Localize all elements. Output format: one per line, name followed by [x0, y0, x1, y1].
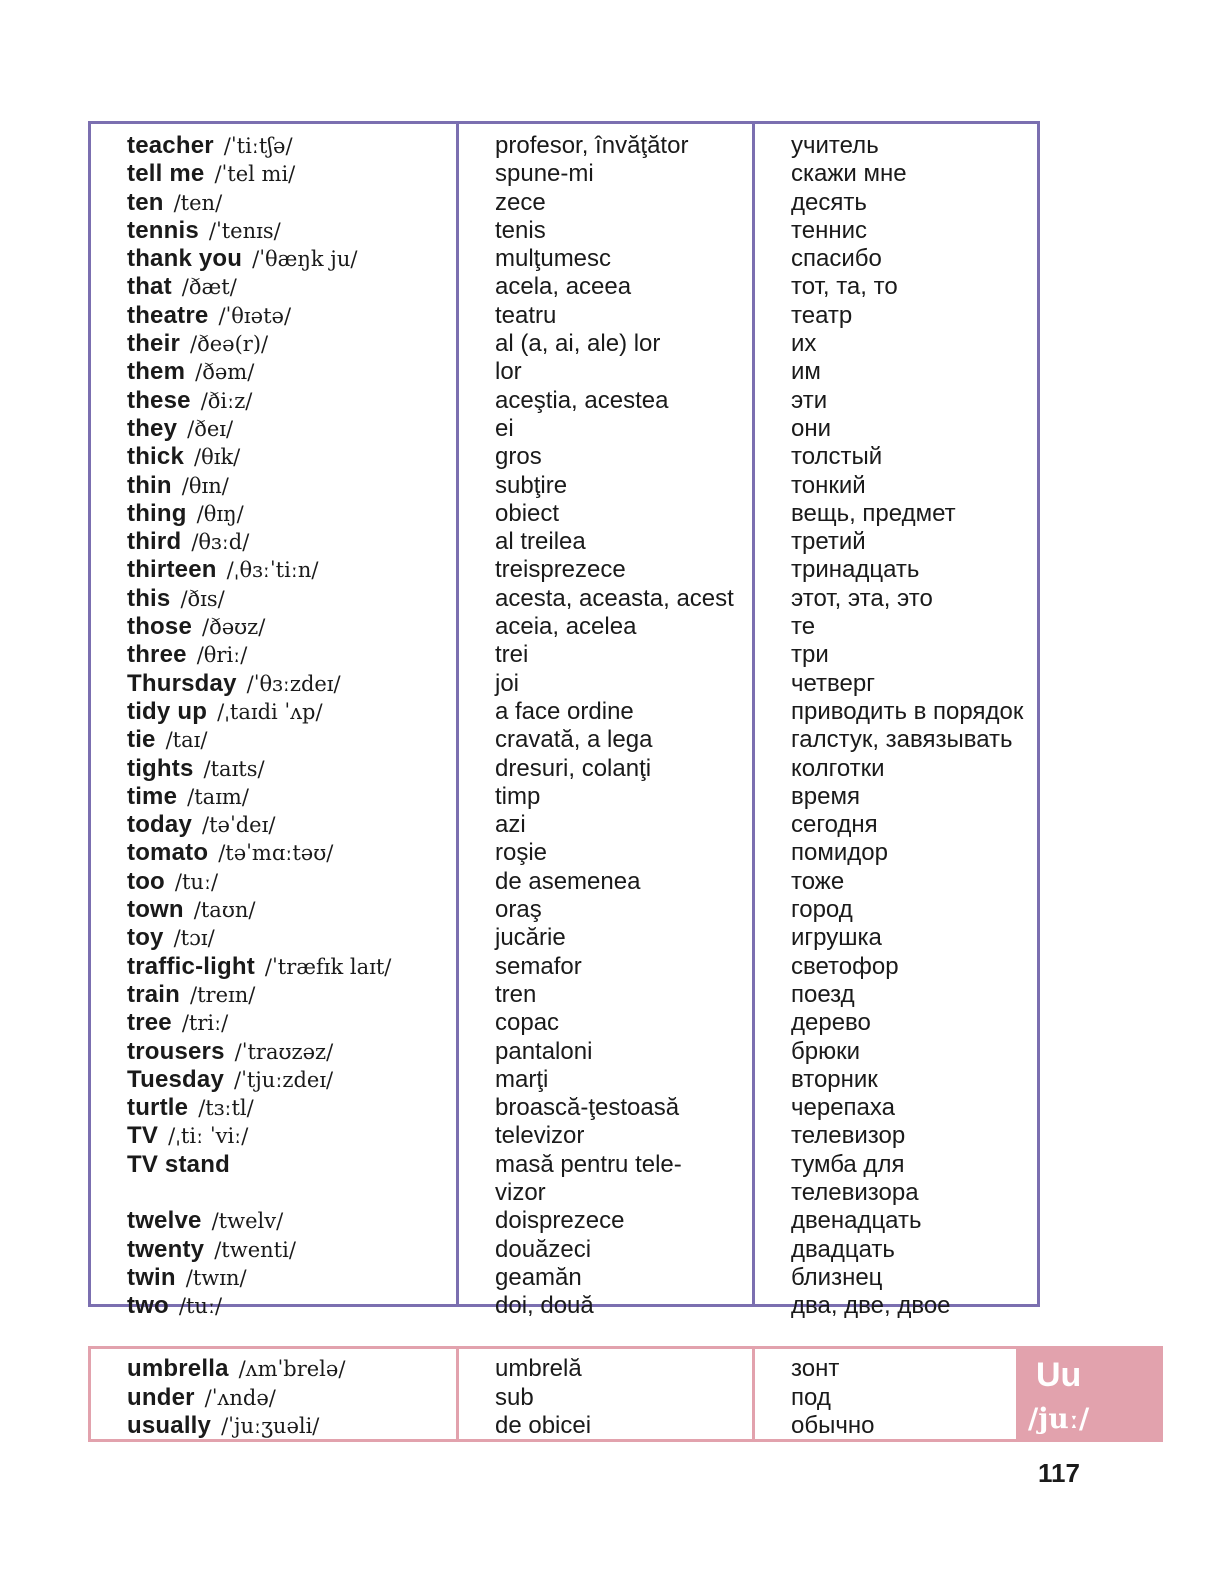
vocab-entry [127, 302, 391, 330]
vocab-entry [127, 613, 391, 641]
vocab-entry [127, 868, 391, 896]
vocab-entry [127, 1384, 345, 1413]
romanian-translation: broască-ţestoasă [495, 1094, 680, 1122]
english-word: twenty [127, 1235, 205, 1263]
romanian-translation: cravată, a lega [495, 726, 653, 754]
romanian-translation: oraş [495, 896, 542, 924]
romanian-translation: semafor [495, 952, 582, 980]
english-word: today [127, 811, 193, 839]
russian-translation: сегодня [791, 811, 878, 839]
russian-translation: тринадцать [791, 556, 920, 584]
romanian-translation: ei [495, 414, 514, 442]
vocab-entry [127, 273, 391, 301]
vocab-entry [127, 896, 391, 924]
russian-translation: город [791, 896, 853, 924]
pronunciation: /taɪm/ [187, 784, 249, 809]
russian-translation: колготки [791, 754, 885, 782]
romanian-column [495, 1355, 591, 1441]
english-word: twelve [127, 1207, 202, 1235]
romanian-translation: televizor [495, 1122, 585, 1150]
english-word: usually [127, 1412, 212, 1439]
pronunciation: /taɪts/ [203, 756, 265, 781]
english-word: third [127, 528, 182, 556]
romanian-translation: masă pentru tele- [495, 1150, 682, 1178]
russian-translation: под [791, 1383, 831, 1411]
russian-translation: два, две, двое [791, 1292, 951, 1320]
russian-translation: близнец [791, 1263, 883, 1291]
romanian-translation: trei [495, 641, 529, 669]
romanian-translation: spune-mi [495, 160, 594, 188]
pronunciation: /ʌmˈbrelə/ [238, 1357, 346, 1381]
page-number: 117 [1038, 1458, 1080, 1488]
english-word: TV stand [127, 1150, 230, 1178]
english-column [127, 1355, 345, 1441]
pronunciation: /ðæt/ [181, 275, 237, 300]
pronunciation: /ˈtraʊzəz/ [234, 1039, 334, 1064]
english-word: time [127, 782, 178, 810]
russian-translation: телевизор [791, 1122, 906, 1150]
vocab-entry [127, 1009, 391, 1037]
russian-translation: скажи мне [791, 160, 907, 188]
russian-translation: их [791, 330, 817, 358]
vocab-entry [127, 443, 391, 471]
pronunciation: /ˈjuːʒuəli/ [221, 1414, 320, 1438]
pronunciation: /ˈtjuːzdeɪ/ [234, 1067, 334, 1092]
russian-translation: тонкий [791, 471, 866, 499]
romanian-translation: gros [495, 443, 542, 471]
russian-translation: зонт [791, 1355, 840, 1382]
vocab-entry [127, 670, 391, 698]
english-word: traffic-light [127, 952, 255, 980]
vocab-entry [127, 556, 391, 584]
romanian-translation: vizor [495, 1178, 546, 1206]
pronunciation: /ˌtiː ˈviː/ [168, 1124, 249, 1149]
romanian-translation: jucărie [495, 924, 566, 952]
russian-column [791, 1355, 874, 1441]
vocab-entry [127, 358, 391, 386]
romanian-translation: al (a, ai, ale) lor [495, 330, 661, 358]
romanian-translation: mulţumesc [495, 245, 612, 273]
english-word: thank you [127, 245, 243, 273]
english-word: Thursday [127, 669, 237, 697]
romanian-translation: roşie [495, 839, 548, 867]
vocab-entry [127, 1151, 391, 1179]
english-word: thick [127, 443, 185, 471]
english-word: town [127, 896, 184, 924]
english-word: turtle [127, 1094, 189, 1122]
romanian-translation: profesor, învăţător [495, 132, 689, 159]
romanian-translation: teatru [495, 301, 557, 329]
english-word: tree [127, 1009, 172, 1037]
russian-translation: светофор [791, 952, 899, 980]
pronunciation: /tɔɪ/ [173, 926, 215, 951]
vocab-entry [127, 1179, 391, 1207]
russian-translation: время [791, 782, 860, 810]
pronunciation: /θɪk/ [194, 445, 241, 470]
english-word: two [127, 1292, 169, 1320]
romanian-translation: geamăn [495, 1263, 582, 1291]
pronunciation: /tuː/ [174, 869, 219, 894]
romanian-translation: lor [495, 358, 522, 386]
romanian-translation: treisprezece [495, 556, 626, 584]
romanian-translation: subţire [495, 471, 568, 499]
english-word: under [127, 1383, 195, 1411]
romanian-translation: zece [495, 188, 546, 216]
pronunciation: /ðeə(r)/ [190, 332, 269, 357]
romanian-translation: dresuri, colanţi [495, 754, 652, 782]
romanian-translation: aceia, acelea [495, 613, 637, 641]
romanian-translation: obiect [495, 499, 560, 527]
russian-translation: эти [791, 386, 828, 414]
russian-translation: приводить в порядок [791, 697, 1024, 725]
romanian-translation: a face ordine [495, 697, 634, 725]
romanian-translation: doisprezece [495, 1207, 625, 1235]
russian-translation: тумба для [791, 1150, 905, 1178]
vocab-entry [127, 132, 391, 160]
russian-translation: десять [791, 188, 867, 216]
pronunciation: /ˈtræfɪk laɪt/ [264, 954, 392, 979]
pronunciation: /ˈθɪətə/ [218, 303, 292, 328]
english-word: thirteen [127, 556, 217, 584]
romanian-translation: acela, aceea [495, 273, 632, 301]
english-word: tell me [127, 160, 205, 188]
russian-translation: поезд [791, 980, 855, 1008]
vocab-entry [127, 1412, 345, 1441]
english-word: tights [127, 754, 194, 782]
pronunciation: /twɪn/ [185, 1265, 247, 1290]
vocab-entry [127, 811, 391, 839]
english-word: tie [127, 726, 156, 754]
romanian-translation: pantaloni [495, 1037, 593, 1065]
vocab-entry [127, 755, 391, 783]
russian-translation: спасибо [791, 245, 882, 273]
vocab-entry [127, 1038, 391, 1066]
pronunciation: /ˈtenɪs/ [208, 218, 281, 243]
english-word: twin [127, 1263, 176, 1291]
russian-translation: учитель [791, 132, 879, 159]
english-word: toy [127, 924, 164, 952]
romanian-translation: marţi [495, 1065, 549, 1093]
pronunciation: /treɪn/ [190, 982, 256, 1007]
english-word: tidy up [127, 697, 208, 725]
english-word: tennis [127, 216, 199, 244]
russian-translation: три [791, 641, 829, 669]
pronunciation: /ˌtaɪdi ˈʌp/ [217, 699, 323, 724]
vocab-entry [127, 160, 391, 188]
russian-translation: обычно [791, 1412, 875, 1439]
vocab-entry [127, 924, 391, 952]
romanian-translation: tren [495, 980, 537, 1008]
pronunciation: /təˈmɑːtəʊ/ [218, 841, 334, 866]
pronunciation: /θɪŋ/ [196, 501, 244, 526]
pronunciation: /ˌθɜːˈtiːn/ [226, 558, 319, 583]
romanian-translation: de asemenea [495, 867, 641, 895]
vocab-entry [127, 839, 391, 867]
russian-translation: им [791, 358, 821, 386]
russian-translation: галстук, завязывать [791, 726, 1013, 754]
pronunciation: /ˈtel mi/ [214, 162, 296, 187]
russian-translation: вещь, предмет [791, 499, 956, 527]
romanian-translation: al treilea [495, 528, 586, 556]
english-word: these [127, 386, 191, 414]
vocab-entry [127, 1094, 391, 1122]
vocab-entry [127, 387, 391, 415]
romanian-translation: acesta, aceasta, acest [495, 584, 734, 612]
russian-translation: двадцать [791, 1235, 895, 1263]
russian-translation: те [791, 613, 816, 641]
vocab-entry [127, 245, 391, 273]
russian-translation: черепаха [791, 1094, 895, 1122]
english-word: thing [127, 499, 187, 527]
russian-translation: помидор [791, 839, 888, 867]
english-word: this [127, 584, 171, 612]
pronunciation: /twelv/ [211, 1209, 284, 1234]
russian-translation: тот, та, то [791, 273, 898, 301]
russian-translation: четверг [791, 669, 875, 697]
vocab-entry [127, 528, 391, 556]
pronunciation: /ˈθɜːzdeɪ/ [246, 671, 341, 696]
column-divider [752, 124, 755, 1304]
vocab-entry [127, 953, 391, 981]
english-word: TV [127, 1122, 159, 1150]
russian-translation: толстый [791, 443, 883, 471]
russian-translation: они [791, 414, 832, 442]
english-word: teacher [127, 132, 214, 159]
english-word: umbrella [127, 1355, 229, 1382]
russian-translation: брюки [791, 1037, 860, 1065]
romanian-translation: timp [495, 782, 541, 810]
vocab-entry [127, 472, 391, 500]
pronunciation: /θɪn/ [181, 473, 229, 498]
vocab-entry [127, 1066, 391, 1094]
column-divider [456, 124, 459, 1304]
english-column [127, 132, 391, 1320]
pronunciation: /θriː/ [196, 643, 248, 668]
english-word: theatre [127, 301, 209, 329]
pronunciation: /tuː/ [178, 1294, 223, 1319]
vocabulary-table-u [88, 1346, 1016, 1442]
english-word: too [127, 867, 165, 895]
russian-translation: вторник [791, 1065, 878, 1093]
pronunciation: /ˈtiːtʃə/ [223, 134, 293, 158]
romanian-translation: sub [495, 1383, 534, 1411]
russian-translation: двенадцать [791, 1207, 922, 1235]
vocab-entry [127, 698, 391, 726]
english-word: those [127, 613, 193, 641]
vocab-entry [127, 217, 391, 245]
vocab-entry [127, 1292, 391, 1320]
english-word: ten [127, 188, 164, 216]
english-word: they [127, 414, 178, 442]
english-word: that [127, 273, 172, 301]
vocab-entry [127, 585, 391, 613]
vocab-entry [127, 1355, 345, 1384]
letter-title: Uu [1036, 1356, 1082, 1394]
english-word: them [127, 358, 186, 386]
russian-translation: телевизора [791, 1178, 919, 1206]
column-divider [456, 1349, 459, 1439]
romanian-translation: doi, două [495, 1292, 594, 1320]
pronunciation: /ten/ [173, 190, 223, 215]
russian-translation: игрушка [791, 924, 882, 952]
vocab-entry [127, 330, 391, 358]
pronunciation: /taɪ/ [165, 728, 208, 753]
romanian-translation: joi [495, 669, 520, 697]
russian-translation: теннис [791, 216, 867, 244]
vocab-entry [127, 500, 391, 528]
pronunciation: /təˈdeɪ/ [202, 813, 276, 838]
pronunciation: /ðəm/ [195, 360, 255, 385]
vocab-entry [127, 981, 391, 1009]
romanian-translation: tenis [495, 216, 546, 244]
pronunciation: /tɜːtl/ [198, 1096, 254, 1121]
english-word: three [127, 641, 187, 669]
russian-translation: тоже [791, 867, 845, 895]
romanian-column [495, 132, 734, 1320]
vocab-entry [127, 1236, 391, 1264]
vocab-entry [127, 783, 391, 811]
english-word: Tuesday [127, 1065, 224, 1093]
english-word: tomato [127, 839, 209, 867]
romanian-translation: de obicei [495, 1412, 592, 1439]
pronunciation: /ðɪs/ [180, 586, 225, 611]
vocabulary-table-t [88, 121, 1040, 1320]
letter-badge-u [1016, 1346, 1163, 1442]
english-word: train [127, 980, 181, 1008]
vocab-entry [127, 415, 391, 443]
letter-pronunciation: /juː/ [1028, 1402, 1090, 1435]
english-word: their [127, 330, 181, 358]
vocab-entry [127, 726, 391, 754]
romanian-translation: douăzeci [495, 1235, 592, 1263]
pronunciation: /ðiːz/ [200, 388, 253, 413]
romanian-translation: umbrelă [495, 1355, 582, 1382]
english-word: trousers [127, 1037, 225, 1065]
pronunciation: /triː/ [181, 1011, 229, 1036]
pronunciation: /twenti/ [214, 1237, 296, 1262]
pronunciation: /ðəʊz/ [202, 615, 266, 640]
english-word: thin [127, 471, 172, 499]
russian-translation: третий [791, 528, 866, 556]
pronunciation: /ˈθæŋk ju/ [252, 247, 358, 272]
vocab-entry [127, 1207, 391, 1235]
pronunciation: /ðeɪ/ [187, 416, 234, 441]
pronunciation: /ˈʌndə/ [204, 1385, 276, 1410]
vocab-entry [127, 1122, 391, 1150]
vocab-entry [127, 189, 391, 217]
column-divider [752, 1349, 755, 1439]
vocab-entry [127, 1264, 391, 1292]
romanian-translation: copac [495, 1009, 560, 1037]
russian-column [791, 132, 1023, 1320]
romanian-translation: aceştia, acestea [495, 386, 669, 414]
vocab-entry [127, 641, 391, 669]
pronunciation: /θɜːd/ [191, 530, 250, 555]
romanian-translation: azi [495, 811, 526, 839]
russian-translation: театр [791, 301, 853, 329]
russian-translation: этот, эта, это [791, 584, 933, 612]
russian-translation: дерево [791, 1009, 871, 1037]
pronunciation: /taʊn/ [193, 898, 256, 923]
